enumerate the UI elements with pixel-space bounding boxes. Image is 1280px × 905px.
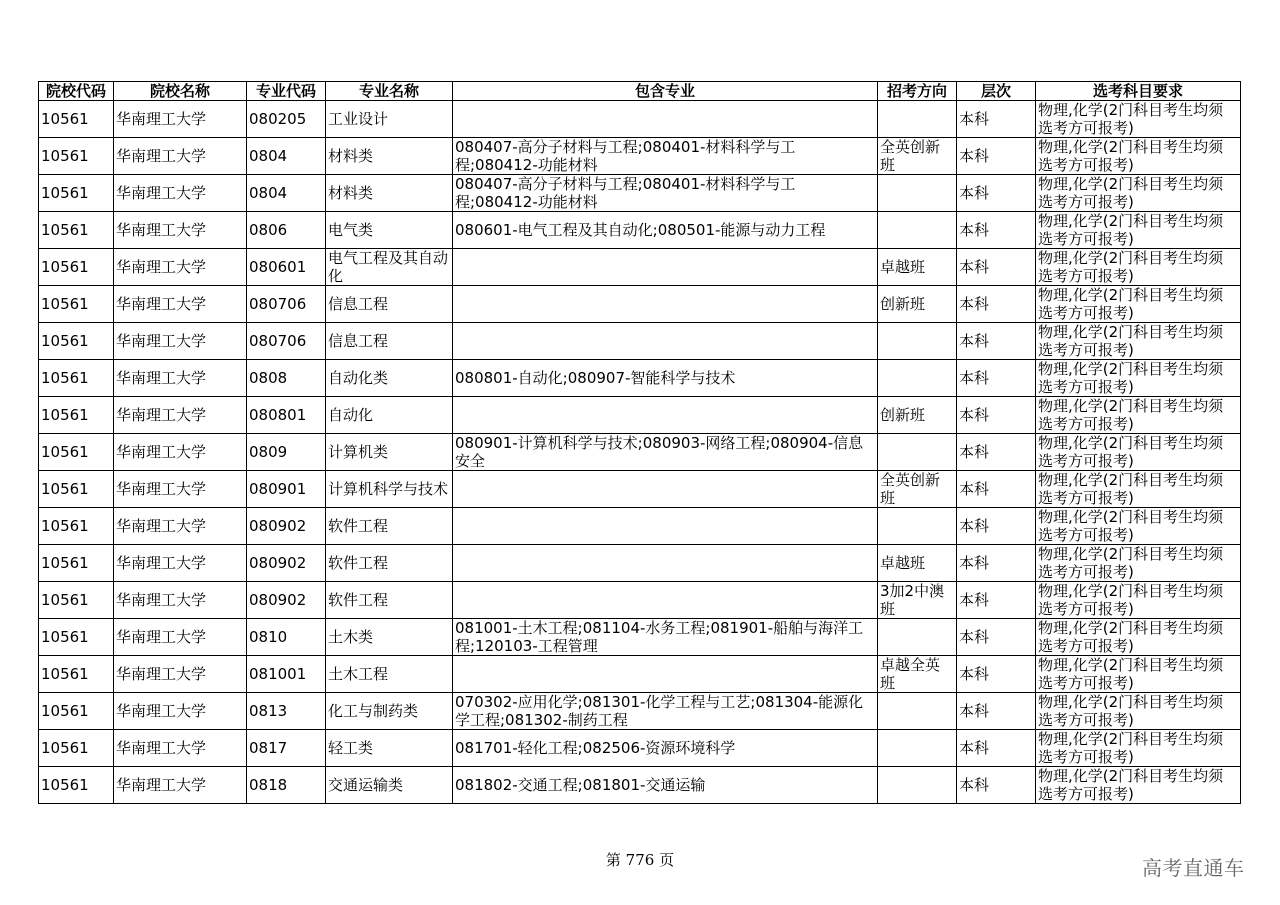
table-row bbox=[39, 582, 1241, 619]
school-name-cell: 华南理工大学 bbox=[114, 212, 247, 249]
major-name-cell: 自动化 bbox=[326, 397, 453, 434]
subject-requirement-cell: 物理,化学(2门科目考生均须选考方可报考) bbox=[1036, 730, 1241, 767]
admission-direction-cell bbox=[878, 767, 957, 804]
major-name-cell: 软件工程 bbox=[326, 545, 453, 582]
school-code-cell: 10561 bbox=[39, 508, 114, 545]
major-name-cell: 交通运输类 bbox=[326, 767, 453, 804]
major-code-cell: 0806 bbox=[247, 212, 326, 249]
header-major-code: 专业代码 bbox=[247, 82, 326, 101]
level-cell: 本科 bbox=[957, 582, 1036, 619]
major-code-cell: 0813 bbox=[247, 693, 326, 730]
header-admission-direction: 招考方向 bbox=[878, 82, 957, 101]
admission-direction-cell: 卓越班 bbox=[878, 249, 957, 286]
school-name-cell: 华南理工大学 bbox=[114, 619, 247, 656]
school-code-cell: 10561 bbox=[39, 323, 114, 360]
subject-requirement-cell: 物理,化学(2门科目考生均须选考方可报考) bbox=[1036, 397, 1241, 434]
major-code-cell: 080706 bbox=[247, 286, 326, 323]
included-majors-cell: 080601-电气工程及其自动化;080501-能源与动力工程 bbox=[453, 212, 878, 249]
table-row bbox=[39, 471, 1241, 508]
table-row bbox=[39, 619, 1241, 656]
admission-direction-cell bbox=[878, 175, 957, 212]
major-code-cell: 0809 bbox=[247, 434, 326, 471]
school-name-cell: 华南理工大学 bbox=[114, 360, 247, 397]
header-subject-requirement: 选考科目要求 bbox=[1036, 82, 1241, 101]
header-level: 层次 bbox=[957, 82, 1036, 101]
school-code-cell: 10561 bbox=[39, 286, 114, 323]
subject-requirement-cell: 物理,化学(2门科目考生均须选考方可报考) bbox=[1036, 212, 1241, 249]
major-name-cell: 软件工程 bbox=[326, 508, 453, 545]
school-name-cell: 华南理工大学 bbox=[114, 693, 247, 730]
included-majors-cell: 070302-应用化学;081301-化学工程与工艺;081304-能源化学工程;081302-制药工程 bbox=[453, 693, 878, 730]
subject-requirement-cell: 物理,化学(2门科目考生均须选考方可报考) bbox=[1036, 138, 1241, 175]
major-name-cell: 电气工程及其自动化 bbox=[326, 249, 453, 286]
school-name-cell: 华南理工大学 bbox=[114, 434, 247, 471]
included-majors-cell bbox=[453, 397, 878, 434]
school-code-cell: 10561 bbox=[39, 730, 114, 767]
school-name-cell: 华南理工大学 bbox=[114, 138, 247, 175]
subject-requirement-cell: 物理,化学(2门科目考生均须选考方可报考) bbox=[1036, 656, 1241, 693]
major-code-cell: 080902 bbox=[247, 545, 326, 582]
level-cell: 本科 bbox=[957, 434, 1036, 471]
included-majors-cell bbox=[453, 508, 878, 545]
school-code-cell: 10561 bbox=[39, 619, 114, 656]
table-row bbox=[39, 323, 1241, 360]
school-code-cell: 10561 bbox=[39, 101, 114, 138]
school-code-cell: 10561 bbox=[39, 656, 114, 693]
level-cell: 本科 bbox=[957, 767, 1036, 804]
table-row bbox=[39, 101, 1241, 138]
subject-requirement-cell: 物理,化学(2门科目考生均须选考方可报考) bbox=[1036, 582, 1241, 619]
header-school-name: 院校名称 bbox=[114, 82, 247, 101]
major-name-cell: 计算机类 bbox=[326, 434, 453, 471]
table-row bbox=[39, 175, 1241, 212]
included-majors-cell bbox=[453, 545, 878, 582]
subject-requirement-cell: 物理,化学(2门科目考生均须选考方可报考) bbox=[1036, 249, 1241, 286]
level-cell: 本科 bbox=[957, 471, 1036, 508]
admission-direction-cell: 全英创新班 bbox=[878, 471, 957, 508]
table-row bbox=[39, 286, 1241, 323]
school-name-cell: 华南理工大学 bbox=[114, 175, 247, 212]
table-body bbox=[39, 101, 1241, 804]
level-cell: 本科 bbox=[957, 730, 1036, 767]
school-name-cell: 华南理工大学 bbox=[114, 767, 247, 804]
admission-direction-cell bbox=[878, 619, 957, 656]
subject-requirement-cell: 物理,化学(2门科目考生均须选考方可报考) bbox=[1036, 767, 1241, 804]
school-name-cell: 华南理工大学 bbox=[114, 323, 247, 360]
table-row bbox=[39, 212, 1241, 249]
major-name-cell: 土木类 bbox=[326, 619, 453, 656]
major-name-cell: 软件工程 bbox=[326, 582, 453, 619]
school-code-cell: 10561 bbox=[39, 138, 114, 175]
major-code-cell: 0817 bbox=[247, 730, 326, 767]
table-row bbox=[39, 730, 1241, 767]
page-number: 第 776 页 bbox=[605, 851, 675, 869]
level-cell: 本科 bbox=[957, 619, 1036, 656]
level-cell: 本科 bbox=[957, 175, 1036, 212]
admission-direction-cell bbox=[878, 508, 957, 545]
included-majors-cell bbox=[453, 249, 878, 286]
major-code-cell: 080801 bbox=[247, 397, 326, 434]
level-cell: 本科 bbox=[957, 397, 1036, 434]
admission-direction-cell: 卓越班 bbox=[878, 545, 957, 582]
subject-requirement-cell: 物理,化学(2门科目考生均须选考方可报考) bbox=[1036, 545, 1241, 582]
level-cell: 本科 bbox=[957, 508, 1036, 545]
admission-direction-cell: 创新班 bbox=[878, 286, 957, 323]
table-row bbox=[39, 545, 1241, 582]
subject-requirement-cell: 物理,化学(2门科目考生均须选考方可报考) bbox=[1036, 508, 1241, 545]
school-code-cell: 10561 bbox=[39, 249, 114, 286]
table-row bbox=[39, 360, 1241, 397]
included-majors-cell bbox=[453, 323, 878, 360]
table-row bbox=[39, 693, 1241, 730]
admission-direction-cell bbox=[878, 730, 957, 767]
subject-requirement-cell: 物理,化学(2门科目考生均须选考方可报考) bbox=[1036, 323, 1241, 360]
level-cell: 本科 bbox=[957, 249, 1036, 286]
table-row bbox=[39, 656, 1241, 693]
school-code-cell: 10561 bbox=[39, 471, 114, 508]
level-cell: 本科 bbox=[957, 656, 1036, 693]
header-row bbox=[39, 82, 1241, 101]
level-cell: 本科 bbox=[957, 693, 1036, 730]
major-code-cell: 080205 bbox=[247, 101, 326, 138]
admission-direction-cell bbox=[878, 101, 957, 138]
major-name-cell: 计算机科学与技术 bbox=[326, 471, 453, 508]
level-cell: 本科 bbox=[957, 286, 1036, 323]
level-cell: 本科 bbox=[957, 212, 1036, 249]
admission-direction-cell bbox=[878, 693, 957, 730]
school-name-cell: 华南理工大学 bbox=[114, 730, 247, 767]
included-majors-cell: 081802-交通工程;081801-交通运输 bbox=[453, 767, 878, 804]
level-cell: 本科 bbox=[957, 101, 1036, 138]
school-code-cell: 10561 bbox=[39, 434, 114, 471]
school-code-cell: 10561 bbox=[39, 582, 114, 619]
included-majors-cell bbox=[453, 471, 878, 508]
subject-requirement-cell: 物理,化学(2门科目考生均须选考方可报考) bbox=[1036, 360, 1241, 397]
included-majors-cell: 080901-计算机科学与技术;080903-网络工程;080904-信息安全 bbox=[453, 434, 878, 471]
table-row bbox=[39, 397, 1241, 434]
major-name-cell: 自动化类 bbox=[326, 360, 453, 397]
subject-requirement-cell: 物理,化学(2门科目考生均须选考方可报考) bbox=[1036, 471, 1241, 508]
header-school-code: 院校代码 bbox=[39, 82, 114, 101]
table-row bbox=[39, 508, 1241, 545]
school-code-cell: 10561 bbox=[39, 360, 114, 397]
major-code-cell: 080706 bbox=[247, 323, 326, 360]
subject-requirement-cell: 物理,化学(2门科目考生均须选考方可报考) bbox=[1036, 175, 1241, 212]
subject-requirement-cell: 物理,化学(2门科目考生均须选考方可报考) bbox=[1036, 286, 1241, 323]
admission-direction-cell bbox=[878, 434, 957, 471]
included-majors-cell bbox=[453, 286, 878, 323]
admission-direction-cell: 创新班 bbox=[878, 397, 957, 434]
admission-direction-cell: 卓越全英班 bbox=[878, 656, 957, 693]
level-cell: 本科 bbox=[957, 323, 1036, 360]
school-name-cell: 华南理工大学 bbox=[114, 286, 247, 323]
header-major-name: 专业名称 bbox=[326, 82, 453, 101]
major-name-cell: 材料类 bbox=[326, 175, 453, 212]
major-code-cell: 0810 bbox=[247, 619, 326, 656]
subject-requirement-cell: 物理,化学(2门科目考生均须选考方可报考) bbox=[1036, 434, 1241, 471]
major-code-cell: 0804 bbox=[247, 138, 326, 175]
included-majors-cell: 081001-土木工程;081104-水务工程;081901-船舶与海洋工程;120103-工程管理 bbox=[453, 619, 878, 656]
major-code-cell: 080902 bbox=[247, 582, 326, 619]
major-code-cell: 080601 bbox=[247, 249, 326, 286]
table-row bbox=[39, 767, 1241, 804]
school-code-cell: 10561 bbox=[39, 693, 114, 730]
admission-table bbox=[38, 81, 1241, 804]
admission-direction-cell bbox=[878, 323, 957, 360]
school-code-cell: 10561 bbox=[39, 175, 114, 212]
school-name-cell: 华南理工大学 bbox=[114, 656, 247, 693]
subject-requirement-cell: 物理,化学(2门科目考生均须选考方可报考) bbox=[1036, 693, 1241, 730]
major-name-cell: 电气类 bbox=[326, 212, 453, 249]
admission-direction-cell bbox=[878, 360, 957, 397]
major-code-cell: 080901 bbox=[247, 471, 326, 508]
admission-direction-cell: 全英创新班 bbox=[878, 138, 957, 175]
school-name-cell: 华南理工大学 bbox=[114, 471, 247, 508]
major-name-cell: 土木工程 bbox=[326, 656, 453, 693]
major-name-cell: 轻工类 bbox=[326, 730, 453, 767]
watermark: 高考直通车 bbox=[1142, 856, 1245, 880]
table-row bbox=[39, 249, 1241, 286]
included-majors-cell: 080801-自动化;080907-智能科学与技术 bbox=[453, 360, 878, 397]
subject-requirement-cell: 物理,化学(2门科目考生均须选考方可报考) bbox=[1036, 619, 1241, 656]
major-code-cell: 0808 bbox=[247, 360, 326, 397]
school-name-cell: 华南理工大学 bbox=[114, 397, 247, 434]
major-name-cell: 信息工程 bbox=[326, 323, 453, 360]
level-cell: 本科 bbox=[957, 545, 1036, 582]
included-majors-cell bbox=[453, 656, 878, 693]
admission-direction-cell bbox=[878, 212, 957, 249]
included-majors-cell: 081701-轻化工程;082506-资源环境科学 bbox=[453, 730, 878, 767]
table-row bbox=[39, 138, 1241, 175]
included-majors-cell: 080407-高分子材料与工程;080401-材料科学与工程;080412-功能材料 bbox=[453, 138, 878, 175]
major-code-cell: 0804 bbox=[247, 175, 326, 212]
major-name-cell: 材料类 bbox=[326, 138, 453, 175]
major-code-cell: 0818 bbox=[247, 767, 326, 804]
school-name-cell: 华南理工大学 bbox=[114, 545, 247, 582]
major-name-cell: 信息工程 bbox=[326, 286, 453, 323]
included-majors-cell bbox=[453, 101, 878, 138]
level-cell: 本科 bbox=[957, 138, 1036, 175]
school-name-cell: 华南理工大学 bbox=[114, 249, 247, 286]
major-name-cell: 化工与制药类 bbox=[326, 693, 453, 730]
subject-requirement-cell: 物理,化学(2门科目考生均须选考方可报考) bbox=[1036, 101, 1241, 138]
school-name-cell: 华南理工大学 bbox=[114, 508, 247, 545]
school-code-cell: 10561 bbox=[39, 545, 114, 582]
header-included-majors: 包含专业 bbox=[453, 82, 878, 101]
table-row bbox=[39, 434, 1241, 471]
admission-direction-cell: 3加2中澳班 bbox=[878, 582, 957, 619]
major-code-cell: 081001 bbox=[247, 656, 326, 693]
included-majors-cell bbox=[453, 582, 878, 619]
school-name-cell: 华南理工大学 bbox=[114, 101, 247, 138]
school-code-cell: 10561 bbox=[39, 212, 114, 249]
school-code-cell: 10561 bbox=[39, 397, 114, 434]
included-majors-cell: 080407-高分子材料与工程;080401-材料科学与工程;080412-功能材料 bbox=[453, 175, 878, 212]
major-code-cell: 080902 bbox=[247, 508, 326, 545]
level-cell: 本科 bbox=[957, 360, 1036, 397]
major-name-cell: 工业设计 bbox=[326, 101, 453, 138]
school-code-cell: 10561 bbox=[39, 767, 114, 804]
school-name-cell: 华南理工大学 bbox=[114, 582, 247, 619]
